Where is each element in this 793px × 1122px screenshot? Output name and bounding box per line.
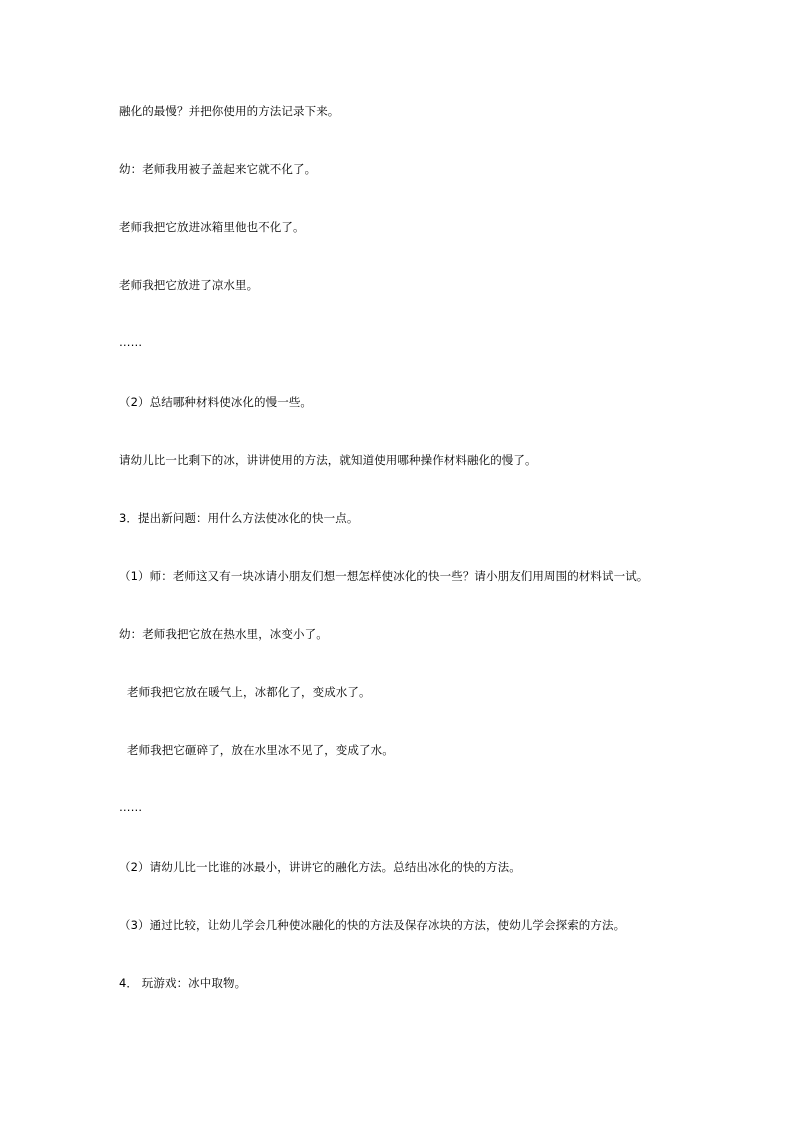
paragraph: 融化的最慢？并把你使用的方法记录下来。 [119,104,340,118]
paragraph: （2）请幼儿比一比谁的冰最小，讲讲它的融化方法。总结出冰化的快的方法。 [119,860,521,874]
paragraph: 幼：老师我把它放在热水里，冰变小了。 [119,627,328,641]
paragraph: （2）总结哪种材料使冰化的慢一些。 [119,395,313,409]
paragraph: （3）通过比较，让幼儿学会几种使冰融化的快的方法及保存冰块的方法，使幼儿学会探索的方法。 [119,918,626,932]
paragraph: …… [119,335,143,349]
paragraph: 老师我把它放在暖气上，冰都化了，变成水了。 [127,685,371,699]
paragraph: （1）师：老师这又有一块冰请小朋友们想一想怎样使冰化的快一些？请小朋友们用周围的材料试一试。 [119,569,649,583]
paragraph: 3．提出新问题：用什么方法使冰化的快一点。 [119,511,359,525]
paragraph: 幼：老师我用被子盖起来它就不化了。 [119,162,317,176]
paragraph: 请幼儿比一比剩下的冰，讲讲使用的方法，就知道使用哪种操作材料融化的慢了。 [119,453,537,467]
paragraph: 4． 玩游戏：冰中取物。 [119,976,247,990]
paragraph: 老师我把它砸碎了，放在水里冰不见了，变成了水。 [127,743,394,757]
paragraph: 老师我把它放进了凉水里。 [119,278,259,292]
paragraph: …… [119,800,143,814]
paragraph: 老师我把它放进冰箱里他也不化了。 [119,220,305,234]
